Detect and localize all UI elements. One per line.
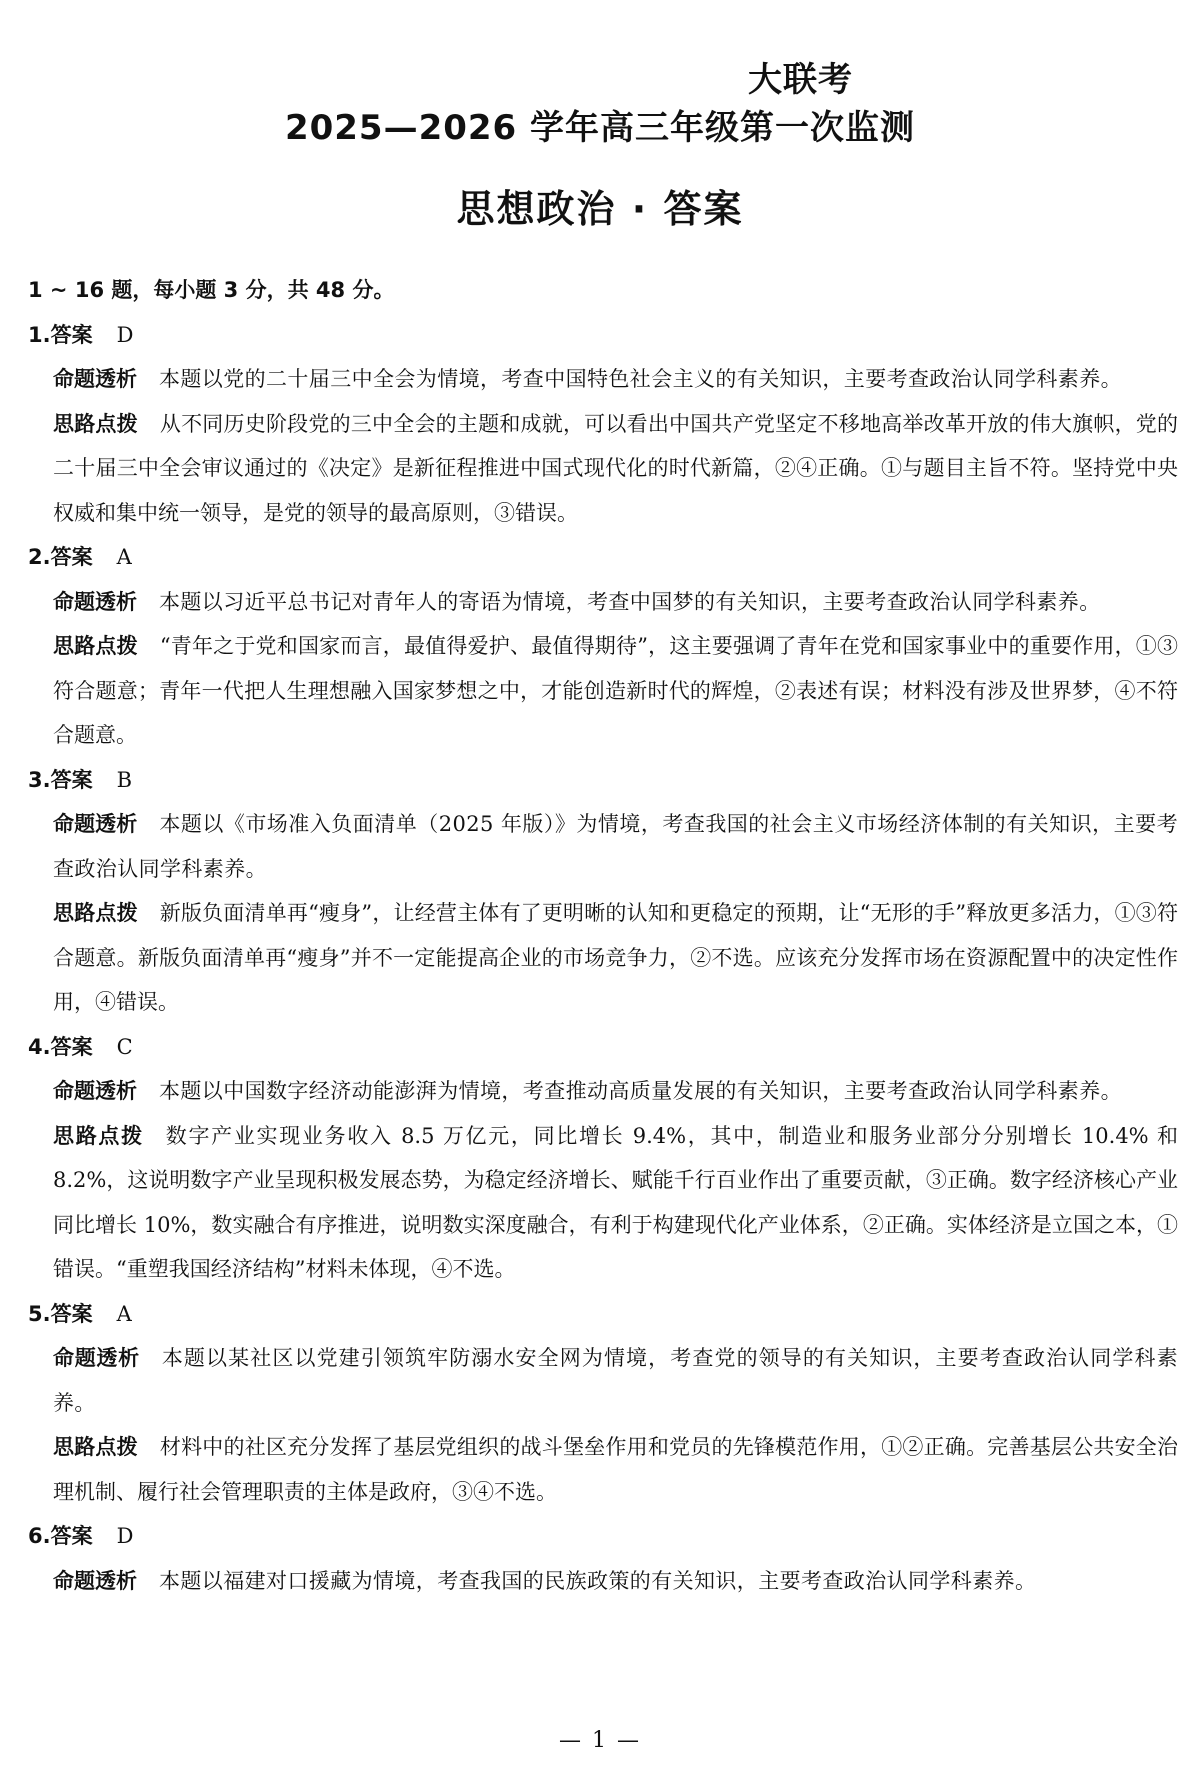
analysis-paragraph (28, 1336, 1178, 1425)
approach-text: 新版负面清单再“瘦身”，让经营主体有了更明晰的认知和更稳定的预期，让“无形的手”释放更多活力，①③符合题意。新版负面清单再“瘦身”并不一定能提高企业的市场竞争力，②不选。应该充分发挥市场在资源配置中的决定性作用，④错误。 (53, 901, 1178, 1014)
answer-content (28, 268, 1178, 1603)
analysis-text: 本题以中国数字经济动能澎湃为情境，考查推动高质量发展的有关知识，主要考查政治认同学科素养。 (159, 1079, 1122, 1103)
analysis-label: 命题透析 (53, 812, 138, 836)
approach-label: 思路点拨 (53, 634, 138, 658)
answer-value: D (116, 1524, 134, 1548)
approach-paragraph (28, 402, 1178, 536)
approach-text: 材料中的社区充分发挥了基层党组织的战斗堡垒作用和党员的先锋模范作用，①②正确。完善基层公共安全治理机制、履行社会管理职责的主体是政府，③④不选。 (53, 1435, 1179, 1504)
answer-label: 答案 (50, 767, 93, 792)
analysis-label: 命题透析 (53, 1568, 137, 1593)
answer-label: 答案 (50, 1524, 93, 1548)
answer-label: 答案 (50, 322, 93, 347)
brand-name: 大联考 (748, 60, 853, 100)
analysis-text: 本题以习近平总书记对青年人的寄语为情境，考查中国梦的有关知识，主要考查政治认同学科素养。 (159, 589, 1101, 614)
question-number: 5. (28, 1301, 51, 1326)
approach-text: 从不同历史阶段党的三中全会的主题和成就，可以看出中国共产党坚定不移地高举改革开放的伟大旗帜，党的二十届三中全会审议通过的《决定》是新征程推进中国式现代化的时代新篇，②④正确。①与题目主旨不符。坚持党中央权威和集中统一领导，是党的领导的最高原则，③错误。 (53, 411, 1179, 525)
section-intro: 1 ~ 16 题，每小题 3 分，共 48 分。 (28, 278, 395, 302)
answer-value: A (116, 545, 132, 569)
analysis-text: 本题以党的二十届三中全会为情境，考查中国特色社会主义的有关知识，主要考查政治认同学科素养。 (159, 367, 1122, 391)
analysis-text: 本题以《市场准入负面清单（2025 年版）》为情境，考查我国的社会主义市场经济体制的有关知识，主要考查政治认同学科素养。 (53, 812, 1178, 881)
question-number: 4. (28, 1034, 51, 1059)
answer-label: 答案 (50, 1034, 93, 1059)
subject-title: 思想政治 · 答案 (456, 187, 744, 231)
answer-label: 答案 (50, 545, 93, 569)
answer-value: B (116, 767, 133, 792)
analysis-label: 命题透析 (53, 1346, 140, 1370)
answer-value: A (116, 1301, 132, 1326)
analysis-text: 本题以某社区以党建引领筑牢防溺水安全网为情境，考查党的领导的有关知识，主要考查政治认同学科素养。 (53, 1346, 1178, 1415)
approach-label: 思路点拨 (53, 1435, 138, 1459)
question-header (28, 535, 1178, 580)
question-number: 2. (28, 545, 51, 569)
page-number: — 1 — (559, 1728, 641, 1753)
question-6 (28, 1514, 1178, 1603)
exam-title: 2025—2026 学年高三年级第一次监测 (284, 108, 916, 148)
analysis-label: 命题透析 (53, 1079, 137, 1103)
approach-text: 数字产业实现业务收入 8.5 万亿元，同比增长 9.4%，其中，制造业和服务业部分分别增长 10.4% 和 8.2%，这说明数字产业呈现积极发展态势，为稳定经济增长、赋能千行百业作出了重要贡献，③正确。数字经济核心产业同比增长 10%，数实融合有序推进，说明数实深度融合，有利于构建现代化产业体系，②正确。实体经济是立国之本，①错误。“重塑我国经济结构”材料未体现，④不选。 (53, 1123, 1179, 1281)
approach-paragraph (28, 1425, 1178, 1514)
approach-paragraph (28, 1114, 1178, 1292)
approach-label: 思路点拨 (53, 1123, 144, 1148)
question-1 (28, 313, 1178, 536)
analysis-text: 本题以福建对口援藏为情境，考查我国的民族政策的有关知识，主要考查政治认同学科素养。 (159, 1568, 1037, 1593)
question-2 (28, 535, 1178, 758)
question-number: 3. (28, 767, 51, 792)
question-3 (28, 758, 1178, 1025)
approach-label: 思路点拨 (53, 411, 138, 436)
question-header (28, 1025, 1178, 1070)
approach-paragraph (28, 624, 1178, 758)
question-header (28, 758, 1178, 803)
answer-label: 答案 (50, 1301, 93, 1326)
analysis-paragraph (28, 802, 1178, 891)
approach-text: “青年之于党和国家而言，最值得爱护、最值得期待”，这主要强调了青年在党和国家事业中的重要作用，①③符合题意；青年一代把人生理想融入国家梦想之中，才能创造新时代的辉煌，②表述有误；材料没有涉及世界梦，④不符合题意。 (53, 634, 1179, 747)
analysis-paragraph (28, 1069, 1178, 1114)
question-header (28, 313, 1178, 358)
question-header (28, 1292, 1178, 1337)
analysis-paragraph (28, 357, 1178, 402)
question-number: 1. (28, 322, 51, 347)
analysis-label: 命题透析 (53, 589, 137, 614)
question-number: 6. (28, 1524, 51, 1548)
analysis-paragraph (28, 1559, 1178, 1604)
approach-paragraph (28, 891, 1178, 1025)
answer-value: D (116, 322, 134, 347)
approach-label: 思路点拨 (53, 901, 138, 925)
analysis-label: 命题透析 (53, 367, 137, 391)
question-5 (28, 1292, 1178, 1515)
analysis-paragraph (28, 580, 1178, 625)
question-header (28, 1514, 1178, 1559)
question-4 (28, 1025, 1178, 1292)
answer-value: C (116, 1034, 133, 1059)
